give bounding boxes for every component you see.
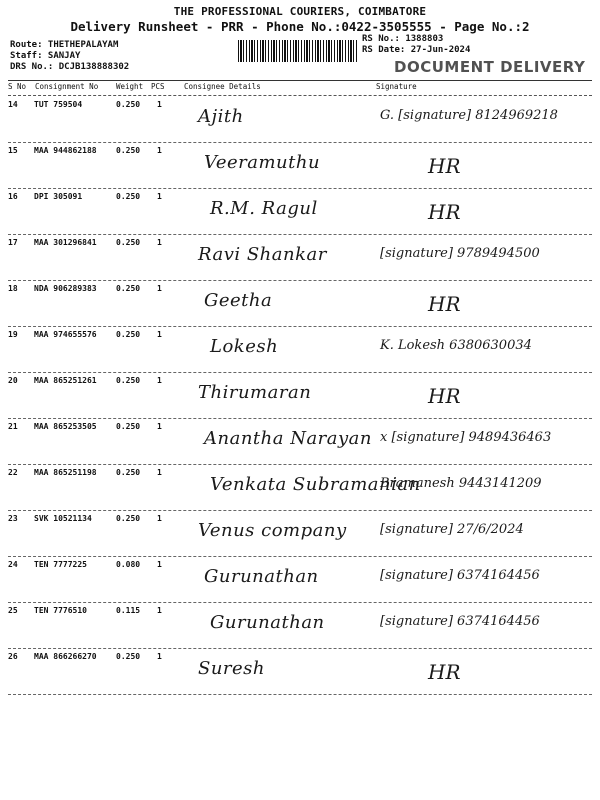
consignment-cell: MAA 866266270 bbox=[34, 652, 97, 661]
weight-cell: 0.250 bbox=[116, 422, 141, 431]
pcs-cell: 1 bbox=[157, 238, 162, 247]
consignee-name: Ravi Shankar bbox=[198, 244, 327, 265]
signature: HR bbox=[428, 384, 461, 408]
table-row bbox=[8, 510, 592, 557]
signature: HR bbox=[428, 200, 461, 224]
sno-cell: 24 bbox=[8, 560, 18, 569]
sno-cell: 20 bbox=[8, 376, 18, 385]
pcs-cell: 1 bbox=[157, 192, 162, 201]
route-label: Route: THETHEPALAYAM bbox=[10, 40, 119, 50]
sno-cell: 26 bbox=[8, 652, 18, 661]
consignment-cell: TUT 759504 bbox=[34, 100, 83, 109]
pcs-cell: 1 bbox=[157, 468, 162, 477]
signature: Bramanesh 9443141209 bbox=[380, 476, 542, 491]
table-header bbox=[8, 80, 592, 96]
consignee-name: Ajith bbox=[198, 106, 244, 127]
consignee-name: Venus company bbox=[198, 520, 347, 541]
consignment-cell: TEN 7777225 bbox=[34, 560, 87, 569]
signature: x [signature] 9489436463 bbox=[380, 430, 552, 445]
sno-cell: 21 bbox=[8, 422, 18, 431]
consignee-name: Gurunathan bbox=[204, 566, 319, 587]
pcs-cell: 1 bbox=[157, 422, 162, 431]
consignment-cell: TEN 7776510 bbox=[34, 606, 87, 615]
drs-number: DRS No.: DCJB138888302 bbox=[10, 62, 130, 72]
runsheet-title: Delivery Runsheet - PRR - Phone No.:0422-3505555 - Page No.:2 bbox=[70, 19, 530, 34]
table-row bbox=[8, 326, 592, 373]
col-signature: Signature bbox=[376, 82, 417, 91]
consignment-cell: MAA 974655576 bbox=[34, 330, 97, 339]
consignee-name: Veeramuthu bbox=[204, 152, 321, 173]
table-row bbox=[8, 602, 592, 649]
weight-cell: 0.250 bbox=[116, 330, 141, 339]
weight-cell: 0.250 bbox=[116, 146, 141, 155]
consignee-name: R.M. Ragul bbox=[210, 198, 318, 219]
pcs-cell: 1 bbox=[157, 100, 162, 109]
weight-cell: 0.250 bbox=[116, 514, 141, 523]
weight-cell: 0.250 bbox=[116, 376, 141, 385]
table-row bbox=[8, 142, 592, 189]
table-row bbox=[8, 464, 592, 511]
signature: [signature] 6374164456 bbox=[380, 568, 540, 583]
weight-cell: 0.250 bbox=[116, 652, 141, 661]
document-delivery-stamp: DOCUMENT DELIVERY bbox=[394, 58, 586, 76]
sno-cell: 17 bbox=[8, 238, 18, 247]
consignment-cell: MAA 944862188 bbox=[34, 146, 97, 155]
weight-cell: 0.250 bbox=[116, 100, 141, 109]
col-pcs: PCS bbox=[151, 82, 165, 91]
weight-cell: 0.250 bbox=[116, 468, 141, 477]
weight-cell: 0.250 bbox=[116, 192, 141, 201]
table-row bbox=[8, 96, 592, 143]
consignee-name: Suresh bbox=[198, 658, 266, 679]
table-row bbox=[8, 372, 592, 419]
table-row bbox=[8, 234, 592, 281]
rs-date: RS Date: 27-Jun-2024 bbox=[362, 45, 471, 55]
consignment-cell: DPI 305091 bbox=[34, 192, 83, 201]
pcs-cell: 1 bbox=[157, 376, 162, 385]
rs-number: RS No.: 1388803 bbox=[362, 34, 444, 44]
sno-cell: 23 bbox=[8, 514, 18, 523]
weight-cell: 0.115 bbox=[116, 606, 141, 615]
pcs-cell: 1 bbox=[157, 560, 162, 569]
consignee-name: Gurunathan bbox=[210, 612, 325, 633]
consignment-cell: MAA 865253505 bbox=[34, 422, 97, 431]
col-consignee: Consignee Details bbox=[184, 82, 261, 91]
consignee-name: Anantha Narayan bbox=[204, 428, 373, 449]
signature: [signature] 9789494500 bbox=[380, 246, 540, 261]
signature: [signature] 27/6/2024 bbox=[380, 522, 524, 537]
consignee-name: Venkata Subramanian bbox=[210, 474, 421, 495]
signature: G. [signature] 8124969218 bbox=[380, 108, 558, 123]
consignment-cell: SVK 10521134 bbox=[34, 514, 92, 523]
pcs-cell: 1 bbox=[157, 514, 162, 523]
table-row bbox=[8, 188, 592, 235]
pcs-cell: 1 bbox=[157, 652, 162, 661]
consignment-cell: MAA 865251198 bbox=[34, 468, 97, 477]
consignment-cell: NDA 906289383 bbox=[34, 284, 97, 293]
signature: HR bbox=[428, 154, 461, 178]
sno-cell: 19 bbox=[8, 330, 18, 339]
weight-cell: 0.080 bbox=[116, 560, 141, 569]
company-name: THE PROFESSIONAL COURIERS, COIMBATORE bbox=[173, 5, 427, 18]
sno-cell: 16 bbox=[8, 192, 18, 201]
signature: K. Lokesh 6380630034 bbox=[380, 338, 532, 353]
sno-cell: 14 bbox=[8, 100, 18, 109]
staff-label: Staff: SANJAY bbox=[10, 51, 81, 61]
col-consignment: Consignment No bbox=[35, 82, 99, 91]
signature: HR bbox=[428, 292, 461, 316]
barcode bbox=[238, 40, 358, 62]
pcs-cell: 1 bbox=[157, 606, 162, 615]
pcs-cell: 1 bbox=[157, 284, 162, 293]
consignee-name: Thirumaran bbox=[198, 382, 312, 403]
sno-cell: 15 bbox=[8, 146, 18, 155]
table-row bbox=[8, 556, 592, 603]
sno-cell: 22 bbox=[8, 468, 18, 477]
consignment-cell: MAA 301296841 bbox=[34, 238, 97, 247]
sno-cell: 25 bbox=[8, 606, 18, 615]
weight-cell: 0.250 bbox=[116, 284, 141, 293]
pcs-cell: 1 bbox=[157, 146, 162, 155]
table-row bbox=[8, 418, 592, 465]
col-sno: S No bbox=[8, 82, 27, 91]
consignee-name: Geetha bbox=[204, 290, 273, 311]
consignment-cell: MAA 865251261 bbox=[34, 376, 97, 385]
table-row bbox=[8, 280, 592, 327]
sno-cell: 18 bbox=[8, 284, 18, 293]
col-weight: Weight bbox=[116, 82, 144, 91]
signature: HR bbox=[428, 660, 461, 684]
consignee-name: Lokesh bbox=[210, 336, 279, 357]
table-row bbox=[8, 648, 592, 695]
signature: [signature] 6374164456 bbox=[380, 614, 540, 629]
pcs-cell: 1 bbox=[157, 330, 162, 339]
weight-cell: 0.250 bbox=[116, 238, 141, 247]
